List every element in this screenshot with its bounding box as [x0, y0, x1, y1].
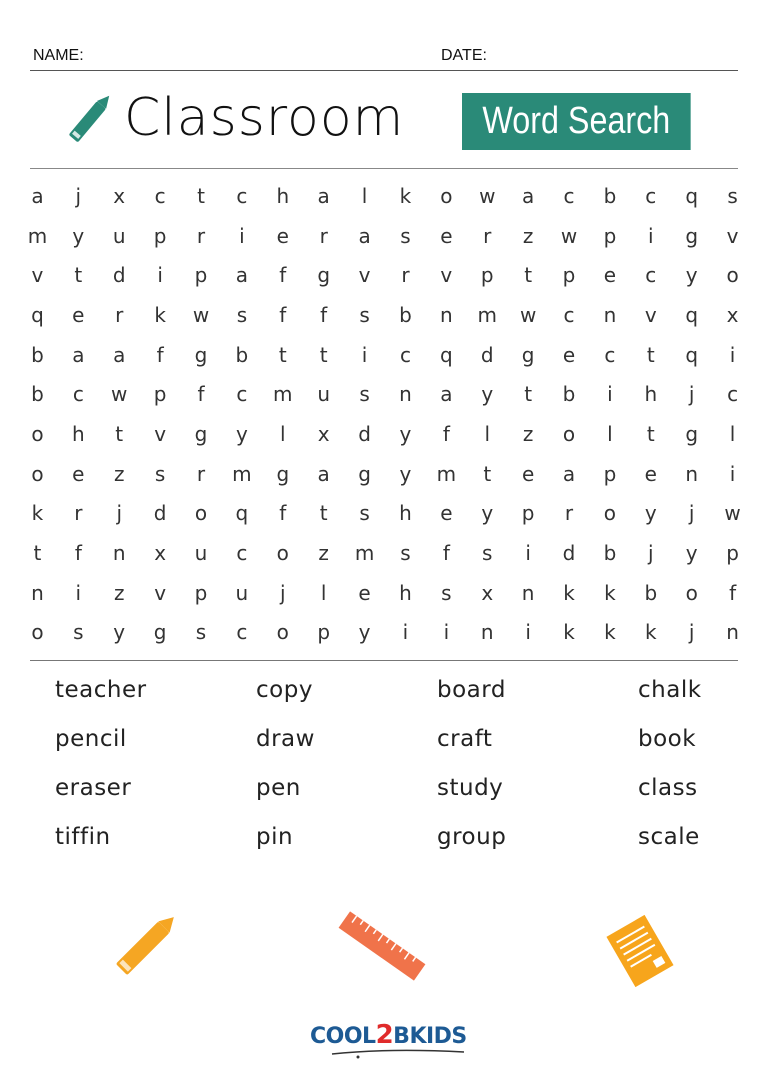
grid-letter[interactable]: l — [729, 421, 736, 446]
grid-letter[interactable]: v — [154, 421, 167, 446]
orange-pencil-icon — [102, 908, 182, 990]
grid-letter[interactable]: v — [440, 263, 453, 288]
grid-row — [17, 335, 754, 375]
grid-letter[interactable]: v — [31, 263, 44, 288]
grid-letter[interactable]: z — [113, 461, 125, 486]
page-title: Classroom — [124, 88, 405, 148]
grid-letter[interactable]: k — [604, 620, 616, 645]
grid-letter[interactable]: w — [111, 382, 128, 407]
grid-letter[interactable]: x — [154, 541, 167, 566]
grid-letter[interactable]: g — [685, 223, 699, 248]
ruler-icon — [334, 908, 430, 984]
grid-letter[interactable]: e — [562, 342, 576, 367]
grid-letter[interactable]: o — [31, 461, 44, 486]
grid-letter[interactable]: i — [648, 223, 654, 248]
grid-letter[interactable]: k — [31, 501, 44, 526]
grid-letter[interactable]: p — [153, 382, 167, 407]
grid-letter[interactable]: x — [481, 580, 494, 605]
grid-letter[interactable]: s — [441, 580, 452, 605]
grid-row — [17, 454, 754, 494]
grid-letter[interactable]: s — [154, 461, 166, 486]
grid-letter[interactable]: j — [116, 501, 122, 526]
grid-letter[interactable]: y — [644, 501, 657, 526]
grid-letter[interactable]: m — [354, 541, 375, 566]
grid-letter[interactable]: i — [729, 461, 736, 486]
grid-letter[interactable]: x — [317, 421, 330, 446]
grid-letter[interactable]: h — [71, 421, 85, 446]
grid-letter[interactable]: v — [154, 580, 167, 605]
grid-letter[interactable]: o — [603, 501, 617, 526]
word-list-item: group — [437, 824, 507, 850]
grid-letter[interactable]: c — [72, 382, 84, 407]
grid-letter[interactable]: k — [563, 580, 575, 605]
grid-letter[interactable]: b — [562, 382, 576, 407]
grid-letter[interactable]: f — [74, 541, 82, 566]
grid-letter[interactable]: l — [484, 421, 491, 446]
grid-letter[interactable]: h — [399, 501, 412, 526]
grid-letter[interactable]: o — [31, 620, 44, 645]
grid-letter[interactable]: a — [522, 183, 535, 208]
grid-letter[interactable]: c — [236, 620, 248, 645]
grid-letter[interactable]: s — [359, 382, 370, 407]
word-list-item: pen — [256, 775, 301, 801]
grid-letter[interactable]: t — [524, 382, 533, 407]
logo-part-cool: COOL — [310, 1024, 376, 1049]
grid-letter[interactable]: g — [685, 421, 699, 446]
grid-letter[interactable]: m — [477, 302, 497, 327]
grid-letter[interactable]: t — [33, 541, 42, 566]
header-divider — [30, 70, 738, 71]
grid-letter[interactable]: p — [194, 580, 208, 605]
grid-letter[interactable]: s — [400, 541, 411, 566]
grid-letter[interactable]: a — [317, 183, 330, 208]
grid-letter[interactable]: m — [436, 461, 457, 486]
grid-letter[interactable]: t — [197, 183, 205, 208]
letter-grid[interactable] — [17, 176, 754, 652]
grid-letter[interactable]: k — [399, 183, 412, 208]
grid-letter[interactable]: r — [401, 263, 410, 288]
grid-letter[interactable]: s — [359, 501, 370, 526]
grid-row — [17, 255, 754, 295]
grid-letter[interactable]: p — [317, 620, 331, 645]
logo-part-bkids: BKIDS — [393, 1024, 467, 1049]
grid-letter[interactable]: d — [153, 501, 167, 526]
grid-letter[interactable]: s — [236, 302, 248, 327]
grid-letter[interactable]: b — [603, 183, 617, 208]
grid-letter[interactable]: w — [724, 501, 741, 526]
grid-letter[interactable]: y — [358, 620, 371, 645]
grid-letter[interactable]: e — [72, 302, 85, 327]
grid-letter[interactable]: q — [685, 342, 699, 367]
grid-letter[interactable]: r — [196, 461, 206, 486]
grid-letter[interactable]: q — [685, 183, 699, 208]
grid-letter[interactable]: o — [31, 421, 44, 446]
paper-icon — [600, 912, 680, 990]
grid-letter[interactable]: e — [603, 263, 617, 288]
grid-letter[interactable]: g — [521, 342, 535, 367]
grid-letter[interactable]: t — [278, 342, 287, 367]
logo-part-2: 2 — [375, 1020, 394, 1050]
grid-letter[interactable]: t — [74, 263, 83, 288]
grid-letter[interactable]: s — [400, 223, 411, 248]
word-search-badge: Word Search — [462, 93, 691, 150]
grid-letter[interactable]: j — [688, 382, 695, 407]
grid-letter[interactable]: r — [196, 223, 206, 248]
word-list-item: book — [638, 726, 697, 752]
grid-letter[interactable]: t — [646, 421, 655, 446]
grid-letter[interactable]: l — [280, 421, 286, 446]
name-field[interactable] — [90, 62, 430, 70]
grid-letter[interactable]: a — [72, 342, 85, 367]
grid-letter[interactable]: h — [644, 382, 658, 407]
grid-letter[interactable]: n — [521, 580, 535, 605]
grid-letter[interactable]: s — [727, 183, 738, 208]
grid-letter[interactable]: x — [113, 183, 126, 208]
grid-letter[interactable]: o — [440, 183, 453, 208]
grid-letter[interactable]: t — [483, 461, 492, 486]
grid-letter[interactable]: i — [402, 620, 409, 645]
grid-letter[interactable]: y — [481, 382, 494, 407]
grid-letter[interactable]: t — [524, 263, 533, 288]
grid-letter[interactable]: m — [273, 382, 293, 407]
grid-letter[interactable]: y — [685, 263, 698, 288]
grid-letter[interactable]: n — [685, 461, 699, 486]
grid-letter[interactable]: i — [443, 620, 450, 645]
grid-letter[interactable]: i — [239, 223, 245, 248]
grid-letter[interactable]: a — [235, 263, 249, 288]
grid-letter[interactable]: y — [481, 501, 494, 526]
grid-letter[interactable]: c — [236, 541, 248, 566]
grid-letter[interactable]: i — [729, 342, 736, 367]
grid-letter[interactable]: d — [480, 342, 494, 367]
grid-letter[interactable]: y — [113, 620, 126, 645]
grid-letter[interactable]: n — [112, 541, 126, 566]
grid-letter[interactable]: b — [31, 382, 44, 407]
grid-letter[interactable]: b — [31, 342, 44, 367]
grid-letter[interactable]: k — [645, 620, 657, 645]
grid-letter[interactable]: c — [604, 342, 616, 367]
grid-letter[interactable]: r — [564, 501, 574, 526]
grid-letter[interactable]: f — [279, 302, 287, 327]
grid-letter[interactable]: t — [115, 421, 124, 446]
grid-letter[interactable]: r — [319, 223, 328, 248]
word-list-item: chalk — [638, 677, 702, 703]
grid-letter[interactable]: e — [358, 580, 371, 605]
title-divider — [30, 168, 738, 169]
grid-letter[interactable]: h — [276, 183, 290, 208]
grid-letter[interactable]: b — [644, 580, 658, 605]
grid-letter[interactable]: b — [399, 302, 412, 327]
grid-letter[interactable]: n — [399, 382, 412, 407]
grid-letter[interactable]: w — [479, 183, 496, 208]
grid-letter[interactable]: f — [279, 263, 287, 288]
grid-letter[interactable]: g — [276, 461, 290, 486]
grid-letter[interactable]: i — [525, 541, 531, 566]
grid-letter[interactable]: a — [31, 183, 44, 208]
name-label: NAME: — [33, 47, 84, 64]
grid-letter[interactable]: g — [194, 342, 208, 367]
grid-letter[interactable]: z — [522, 223, 534, 248]
word-list-item: craft — [437, 726, 493, 752]
grid-letter[interactable]: e — [440, 223, 453, 248]
grid-letter[interactable]: n — [603, 302, 617, 327]
grid-letter[interactable]: n — [480, 620, 494, 645]
grid-letter[interactable]: r — [74, 501, 83, 526]
grid-letter[interactable]: i — [75, 580, 82, 605]
grid-letter[interactable]: k — [604, 580, 616, 605]
grid-letter[interactable]: j — [280, 580, 286, 605]
grid-letter[interactable]: q — [685, 302, 699, 327]
grid-letter[interactable]: p — [603, 223, 617, 248]
grid-letter[interactable]: o — [562, 421, 576, 446]
grid-letter[interactable]: c — [563, 302, 575, 327]
grid-letter[interactable]: o — [276, 620, 289, 645]
grid-letter[interactable]: u — [235, 580, 249, 605]
grid-letter[interactable]: c — [563, 183, 575, 208]
grid-letter[interactable]: q — [31, 302, 44, 327]
grid-letter[interactable]: b — [603, 541, 617, 566]
grid-letter[interactable]: w — [192, 302, 210, 327]
grid-letter[interactable]: c — [236, 183, 248, 208]
grid-letter[interactable]: c — [399, 342, 411, 367]
grid-letter[interactable]: l — [361, 183, 368, 208]
grid-row — [17, 573, 754, 613]
grid-letter[interactable]: q — [235, 501, 249, 526]
grid-letter[interactable]: c — [236, 382, 248, 407]
logo-swoosh-icon — [328, 1048, 468, 1060]
grid-letter[interactable]: j — [648, 541, 654, 566]
grid-letter[interactable]: w — [560, 223, 578, 248]
grid-letter[interactable]: z — [318, 541, 329, 566]
grid-letter[interactable]: v — [358, 263, 371, 288]
grid-letter[interactable]: e — [644, 461, 657, 486]
grid-letter[interactable]: g — [194, 421, 208, 446]
grid-letter[interactable]: o — [685, 580, 698, 605]
word-list-item: eraser — [55, 775, 132, 801]
grid-letter[interactable]: c — [727, 382, 739, 407]
grid-letter[interactable]: e — [521, 461, 535, 486]
word-list-item: pencil — [55, 726, 127, 752]
grid-letter[interactable]: o — [194, 501, 208, 526]
grid-letter[interactable]: y — [399, 421, 412, 446]
grid-letter[interactable]: n — [726, 620, 739, 645]
grid-letter[interactable]: m — [232, 461, 252, 486]
grid-letter[interactable]: y — [399, 461, 412, 486]
grid-letter[interactable]: f — [442, 421, 450, 446]
grid-letter[interactable]: f — [442, 541, 450, 566]
grid-letter[interactable]: j — [688, 501, 695, 526]
grid-letter[interactable]: a — [562, 461, 576, 486]
grid-row — [17, 176, 754, 216]
grid-letter[interactable]: g — [153, 620, 167, 645]
grid-letter[interactable]: v — [644, 302, 657, 327]
grid-letter[interactable]: d — [358, 421, 371, 446]
grid-letter[interactable]: t — [646, 342, 655, 367]
grid-letter[interactable]: t — [319, 501, 328, 526]
grid-row — [17, 414, 754, 454]
grid-letter[interactable]: j — [75, 183, 82, 208]
grid-letter[interactable]: b — [235, 342, 249, 367]
grid-letter[interactable]: e — [440, 501, 453, 526]
date-label: DATE: — [441, 47, 487, 64]
grid-letter[interactable]: d — [562, 541, 576, 566]
word-list-item: scale — [638, 824, 700, 850]
grid-letter[interactable]: z — [113, 580, 125, 605]
grid-letter[interactable]: p — [726, 541, 739, 566]
word-list-item: class — [638, 775, 698, 801]
grid-letter[interactable]: p — [194, 263, 208, 288]
grid-letter[interactable]: v — [726, 223, 739, 248]
grid-letter[interactable]: e — [276, 223, 289, 248]
grid-letter[interactable]: y — [235, 421, 248, 446]
date-field[interactable] — [495, 62, 735, 70]
grid-letter[interactable]: z — [522, 421, 534, 446]
grid-letter[interactable]: r — [115, 302, 124, 327]
word-list-item: teacher — [55, 677, 147, 703]
grid-row — [17, 533, 754, 573]
grid-letter[interactable]: f — [156, 342, 164, 367]
grid-letter[interactable]: y — [685, 541, 698, 566]
grid-letter[interactable]: n — [440, 302, 453, 327]
cool2bkids-logo[interactable] — [310, 1020, 467, 1050]
word-list-item: board — [437, 677, 506, 703]
grid-letter[interactable]: s — [73, 620, 84, 645]
grid-letter[interactable]: i — [525, 620, 531, 645]
grid-letter[interactable]: x — [726, 302, 739, 327]
grid-divider — [30, 660, 738, 661]
grid-row — [17, 613, 754, 653]
grid-letter[interactable]: l — [607, 421, 613, 446]
grid-letter[interactable]: u — [317, 382, 331, 407]
grid-letter[interactable]: r — [483, 223, 492, 248]
grid-letter[interactable]: a — [440, 382, 453, 407]
word-list-item: draw — [256, 726, 315, 752]
grid-row — [17, 295, 754, 335]
word-list-item: copy — [256, 677, 313, 703]
grid-row — [17, 216, 754, 256]
grid-letter[interactable]: f — [279, 501, 287, 526]
word-list-item: tiffin — [55, 824, 111, 850]
pencil-icon — [62, 90, 114, 152]
grid-letter[interactable]: p — [521, 501, 535, 526]
grid-letter[interactable]: w — [519, 302, 537, 327]
grid-row — [17, 494, 754, 534]
grid-letter[interactable]: s — [482, 541, 493, 566]
grid-letter[interactable]: i — [361, 342, 368, 367]
grid-letter[interactable]: a — [358, 223, 371, 248]
grid-letter[interactable]: s — [195, 620, 207, 645]
grid-letter[interactable]: j — [688, 620, 695, 645]
grid-letter[interactable]: m — [27, 223, 48, 248]
grid-letter[interactable]: p — [480, 263, 494, 288]
grid-letter[interactable]: t — [319, 342, 328, 367]
grid-letter[interactable]: i — [607, 382, 613, 407]
grid-letter[interactable]: n — [31, 580, 44, 605]
grid-letter[interactable]: p — [153, 223, 167, 248]
grid-letter[interactable]: o — [726, 263, 739, 288]
grid-letter[interactable]: u — [112, 223, 126, 248]
grid-letter[interactable]: u — [194, 541, 208, 566]
grid-letter[interactable]: s — [359, 302, 370, 327]
grid-letter[interactable]: f — [729, 580, 737, 605]
grid-letter[interactable]: o — [276, 541, 289, 566]
grid-letter[interactable]: c — [154, 183, 166, 208]
word-list-item: study — [437, 775, 504, 801]
grid-letter[interactable]: c — [645, 183, 657, 208]
grid-row — [17, 374, 754, 414]
grid-letter[interactable]: k — [154, 302, 166, 327]
grid-letter[interactable]: q — [440, 342, 453, 367]
grid-letter[interactable]: c — [645, 263, 657, 288]
grid-letter[interactable]: d — [112, 263, 126, 288]
grid-letter[interactable]: i — [157, 263, 163, 288]
word-list-item: pin — [256, 824, 294, 850]
grid-letter[interactable]: f — [197, 382, 205, 407]
grid-letter[interactable]: k — [563, 620, 575, 645]
grid-letter[interactable]: f — [320, 302, 328, 327]
grid-letter[interactable]: h — [399, 580, 412, 605]
grid-letter[interactable]: g — [358, 461, 371, 486]
grid-letter[interactable]: l — [320, 580, 327, 605]
grid-letter[interactable]: g — [317, 263, 331, 288]
grid-letter[interactable]: a — [113, 342, 126, 367]
grid-letter[interactable]: p — [603, 461, 617, 486]
grid-letter[interactable]: p — [562, 263, 576, 288]
grid-letter[interactable]: e — [72, 461, 85, 486]
grid-letter[interactable]: a — [317, 461, 330, 486]
grid-letter[interactable]: y — [72, 223, 85, 248]
